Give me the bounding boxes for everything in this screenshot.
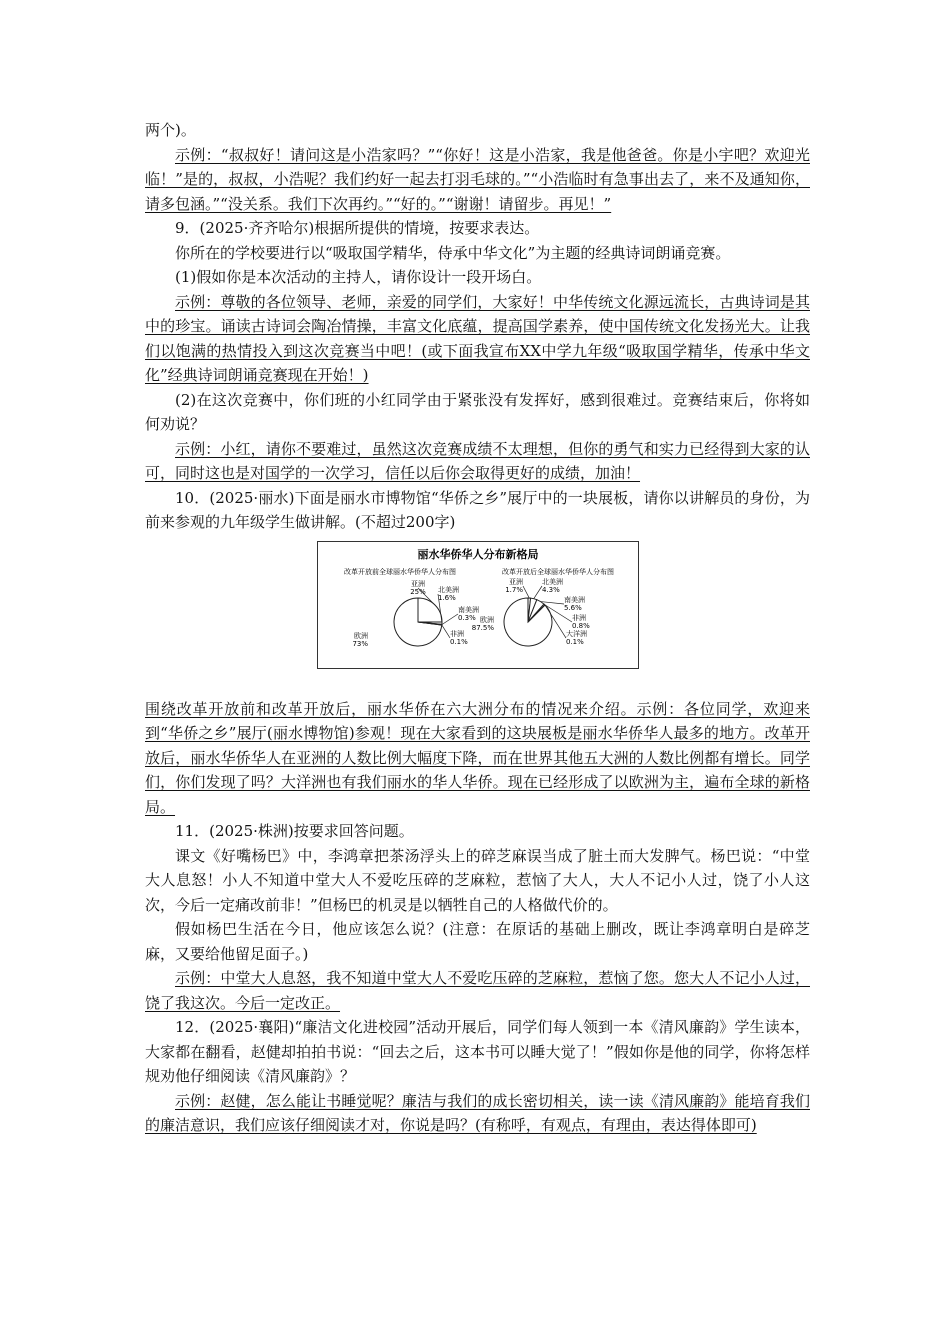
q9-part1: (1)假如你是本次活动的主持人，请你设计一段开场白。	[175, 268, 542, 286]
document-page	[145, 118, 810, 1138]
pie-leader-1-2	[533, 586, 541, 599]
pie-value-1-0: 87.5%	[471, 623, 494, 632]
pie-value-0-4: 0.1%	[449, 637, 468, 646]
figure-title: 丽水华侨华人分布新格局	[417, 547, 538, 561]
q8-tail: 两个)。	[145, 121, 196, 139]
q10-title: 10．(2025·丽水)下面是丽水市博物馆“华侨之乡”展厅中的一块展板，请你以讲解员的身份，为前来参观的九年级学生做讲解。(不超过200字)	[145, 488, 810, 531]
q11-text: 课文《好嘴杨巴》中，李鸿章把茶汤浮头上的碎芝麻误当成了脏土而大发脾气。杨巴说：“中堂大人息怒！小人不知道中堂大人不爱吃压碎的芝麻粒，惹恼了大人，大人不记小人过，饶了小人这次，今后一定痛改前非！”但杨巴的机灵是以牺牲自己的人格做代价的。	[145, 846, 810, 914]
pie-before	[352, 579, 479, 648]
pie-value-1-1: 1.7%	[504, 585, 523, 594]
chart-before-subtitle: 改革开放前全球丽水华侨华人分布图	[343, 567, 456, 576]
pie-value-1-4: 0.8%	[571, 621, 590, 630]
pie-label-0-3: 南美洲	[457, 605, 479, 614]
pie-label-0-2: 北美洲	[437, 585, 459, 594]
pie-leader-1-1	[523, 586, 529, 598]
pie-label-1-5: 大洋洲	[565, 629, 587, 638]
q11-question: 假如杨巴生活在今日，他应该怎么说？(注意：在原话的基础上删改，既让李鸿章明白是碎芝麻，又要给他留足面子。)	[145, 920, 810, 963]
q12-answer: 示例：赵健，怎么能让书睡觉呢？廉洁与我们的成长密切相关，读一读《清风廉韵》能培育我们的廉洁意识，我们应该仔细阅读才对，你说是吗？(有称呼，有观点，有理由，表达得体即可)	[145, 1091, 810, 1134]
q9-part2: (2)在这次竞赛中，你们班的小红同学由于紧张没有发挥好，感到很难过。竞赛结束后，你将如何劝说？	[145, 390, 810, 433]
q10-answer: 围绕改革开放前和改革开放后，丽水华侨在六大洲分布的情况来介绍。示例：各位同学，欢迎来到“华侨之乡”展厅(丽水博物馆)参观！现在大家看到的这块展板是丽水华侨华人最多的地方。改革开放后，丽水华侨华人在亚洲的人数比例大幅度下降，而在世界其他五大洲的人数比例都有增长。同学们，你们发现了吗？大洋洲也有我们丽水的华人华侨。现在已经形成了以欧洲为主，遍布全球的新格局。	[145, 699, 810, 816]
pie-value-1-3: 5.6%	[563, 603, 582, 612]
pie-label-0-1: 亚洲	[410, 579, 425, 588]
pie-leader-0-4	[441, 624, 449, 637]
pie-label-1-0: 欧洲	[479, 615, 494, 624]
pie-label-1-1: 亚洲	[508, 577, 523, 586]
pie-value-1-2: 4.3%	[541, 585, 560, 594]
pie-label-1-4: 非洲	[571, 613, 586, 622]
pie-value-0-1: 25%	[409, 587, 426, 596]
pie-label-0-0: 欧洲	[353, 631, 368, 640]
chart-after-subtitle: 改革开放后全球丽水华侨华人分布图	[501, 567, 614, 576]
q11-title: 11．(2025·株洲)按要求回答问题。	[175, 822, 414, 840]
pie-value-0-2: 1.6%	[437, 593, 456, 602]
q9-context: 你所在的学校要进行以“吸取国学精华，侍承中华文化”为主题的经典诗词朗诵竞赛。	[175, 243, 731, 262]
pie-charts	[318, 542, 638, 668]
pie-after	[471, 577, 589, 646]
distribution-figure	[317, 541, 639, 669]
pie-label-1-2: 北美洲	[541, 577, 563, 586]
pie-leader-0-3	[441, 614, 457, 625]
q8-answer: 示例：“叔叔好！请问这是小浩家吗？”“你好！这是小浩家，我是他爸爸。你是小宇吧？欢迎光临！”是的，叔叔，小浩呢？我们约好一起去打羽毛球的。”“小浩临时有急事出去了，来不及通知你，请多包涵。”“没关系。我们下次再约。”“好的。”“谢谢！请留步。再见！”	[145, 145, 810, 213]
q9-title: 9．(2025·齐齐哈尔)根据所提供的情境，按要求表达。	[175, 219, 540, 237]
pie-value-1-5: 0.1%	[565, 637, 584, 646]
pie-value-0-0: 73%	[351, 639, 368, 648]
pie-label-1-3: 南美洲	[563, 595, 585, 604]
q9-answer1: 示例：尊敬的各位领导、老师，亲爱的同学们，大家好！中华传统文化源远流长，古典诗词是其中的珍宝。诵读古诗词会陶冶情操，丰富文化底蕴，提高国学素养，使中国传统文化发扬光大。让我们以饱满的热情投入到这次竞赛当中吧！(或下面我宣布XX中学九年级“吸取国学精华，传承中华文化”经典诗词朗诵竞赛现在开始！)	[145, 292, 810, 384]
pie-label-0-4: 非洲	[449, 629, 464, 638]
q11-answer: 示例：中堂大人息怒，我不知道中堂大人不爱吃压碎的芝麻粒，惹恼了您。您大人不记小人过，饶了我这次。今后一定改正。	[145, 969, 810, 1012]
pie-value-0-3: 0.3%	[457, 613, 476, 622]
q12-title: 12．(2025·襄阳)“廉洁文化进校园”活动开展后，同学们每人领到一本《清风廉韵》学生读本，大家都在翻看，赵健却拍拍书说：“回去之后，这本书可以睡大觉了！”假如你是他的同学，你将怎样规劝他仔细阅读《清风廉韵》？	[145, 1018, 810, 1085]
q9-answer2: 示例：小红，请你不要难过，虽然这次竞赛成绩不太理想，但你的勇气和实力已经得到大家的认可，同时这也是对国学的一次学习，信任以后你会取得更好的成绩，加油！	[145, 439, 810, 482]
